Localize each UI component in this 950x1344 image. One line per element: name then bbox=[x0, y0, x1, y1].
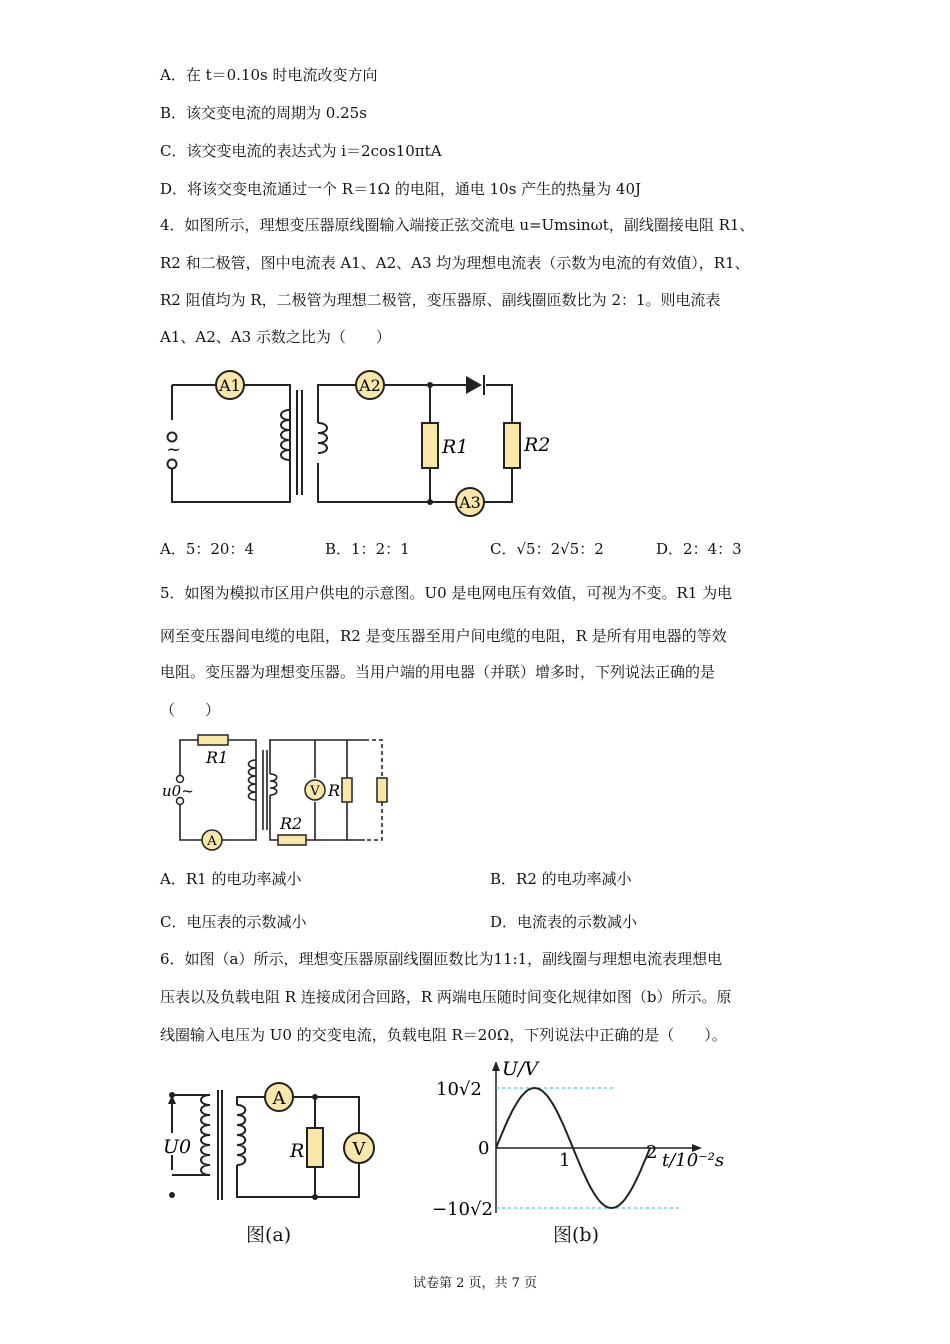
q6-figure-a bbox=[155, 1075, 385, 1205]
origin-label: 0 bbox=[478, 1138, 490, 1159]
figure-a-caption: 图(a) bbox=[246, 1224, 292, 1246]
q6-stem-line-2: 压表以及负载电阻 R 连接成闭合回路，R 两端电压随时间变化规律如图（b）所示。原 bbox=[160, 988, 732, 1006]
r1-resistor bbox=[422, 423, 438, 468]
x-tick-2: 2 bbox=[646, 1142, 658, 1163]
q4-option-b: B．1：2：1 bbox=[325, 540, 410, 558]
q3-option-a: A．在 t＝0.10s 时电流改变方向 bbox=[160, 66, 378, 84]
r-label: R bbox=[290, 1140, 305, 1162]
q4-option-a: A．5：20：4 bbox=[160, 540, 255, 558]
q3-option-c: C．该交变电流的表达式为 i＝2cos10πtA bbox=[160, 142, 442, 160]
u0-label: U0 bbox=[163, 1136, 192, 1158]
q3-option-d: D．将该交变电流通过一个 R＝1Ω 的电阻，通电 10s 产生的热量为 40J bbox=[160, 180, 642, 198]
q4-stem-line-2: R2 和二极管，图中电流表 A1、A2、A3 均为理想电流表（示数为电流的有效值），R1、 bbox=[160, 254, 750, 272]
q5-option-d: D．电流表的示数减小 bbox=[490, 913, 638, 931]
ammeter-label: A bbox=[272, 1088, 286, 1109]
q5-option-b: B．R2 的电功率减小 bbox=[490, 870, 632, 888]
q4-option-d: D．2：4：3 bbox=[656, 540, 742, 558]
q4-stem-line-4: A1、A2、A3 示数之比为（ ） bbox=[160, 328, 391, 346]
q5-option-c: C．电压表的示数减小 bbox=[160, 913, 307, 931]
q4-stem-line-3: R2 阻值均为 R，二极管为理想二极管，变压器原、副线圈匝数比为 2：1。则电流表 bbox=[160, 291, 721, 309]
load-resistor-r bbox=[342, 778, 352, 802]
voltmeter-label: V bbox=[310, 784, 320, 799]
q6-figure-b-chart bbox=[430, 1055, 730, 1225]
ac-source-symbol: ~ bbox=[166, 439, 182, 460]
r1-label: R1 bbox=[206, 748, 229, 767]
q5-stem-line-1: 5．如图为模拟市区用户供电的示意图。U0 是电网电压有效值，可视为不变。R1 为电 bbox=[160, 584, 733, 602]
q4-circuit-figure bbox=[160, 365, 560, 525]
a3-label: A3 bbox=[459, 493, 481, 512]
voltmeter-label: V bbox=[352, 1139, 366, 1160]
q4-stem-line-1: 4．如图所示，理想变压器原线圈输入端接正弦交流电 u=Umsinωt，副线圈接电阻 R1、 bbox=[160, 216, 755, 234]
load-resistor bbox=[307, 1128, 323, 1167]
y-axis-label: U/V bbox=[502, 1058, 539, 1080]
r1-label: R1 bbox=[442, 436, 469, 458]
u0-label: u0~ bbox=[162, 782, 194, 800]
q5-stem-line-4: （ ） bbox=[160, 701, 221, 719]
r2-resistor bbox=[504, 423, 520, 468]
q3-option-b: B．该交变电流的周期为 0.25s bbox=[160, 104, 367, 122]
figure-b-caption: 图(b) bbox=[553, 1224, 599, 1246]
q6-stem-line-1: 6．如图（a）所示，理想变压器原副线圈匝数比为11:1，副线圈与理想电流表理想电 bbox=[160, 950, 723, 968]
r2-label: R2 bbox=[280, 814, 303, 833]
q5-circuit-figure bbox=[160, 730, 400, 855]
r-label: R bbox=[328, 781, 341, 800]
y-min-label: −10√2 bbox=[432, 1199, 493, 1220]
page-footer: 试卷第 2 页，共 7 页 bbox=[412, 1276, 538, 1291]
a2-label: A2 bbox=[359, 376, 381, 395]
ammeter-label: A bbox=[207, 834, 217, 849]
r1-resistor bbox=[198, 735, 228, 745]
q5-stem-line-2: 网至变压器间电缆的电阻，R2 是变压器至用户间电缆的电阻，R 是所有用电器的等效 bbox=[160, 627, 727, 645]
x-axis-label: t/10⁻²s bbox=[662, 1150, 725, 1171]
load-resistor-extra bbox=[377, 778, 387, 802]
q4-option-c: C．√5：2√5：2 bbox=[490, 540, 604, 558]
x-tick-1: 1 bbox=[559, 1150, 571, 1171]
q5-stem-line-3: 电阻。变压器为理想变压器。当用户端的用电器（并联）增多时，下列说法正确的是 bbox=[160, 663, 716, 681]
y-max-label: 10√2 bbox=[436, 1079, 482, 1100]
q6-stem-line-3: 线圈输入电压为 U0 的交变电流，负载电阻 R＝20Ω，下列说法中正确的是（ ）。 bbox=[160, 1026, 727, 1044]
r2-resistor bbox=[278, 835, 306, 845]
r2-label: R2 bbox=[524, 434, 551, 456]
q5-option-a: A．R1 的电功率减小 bbox=[160, 870, 302, 888]
a1-label: A1 bbox=[219, 376, 241, 395]
